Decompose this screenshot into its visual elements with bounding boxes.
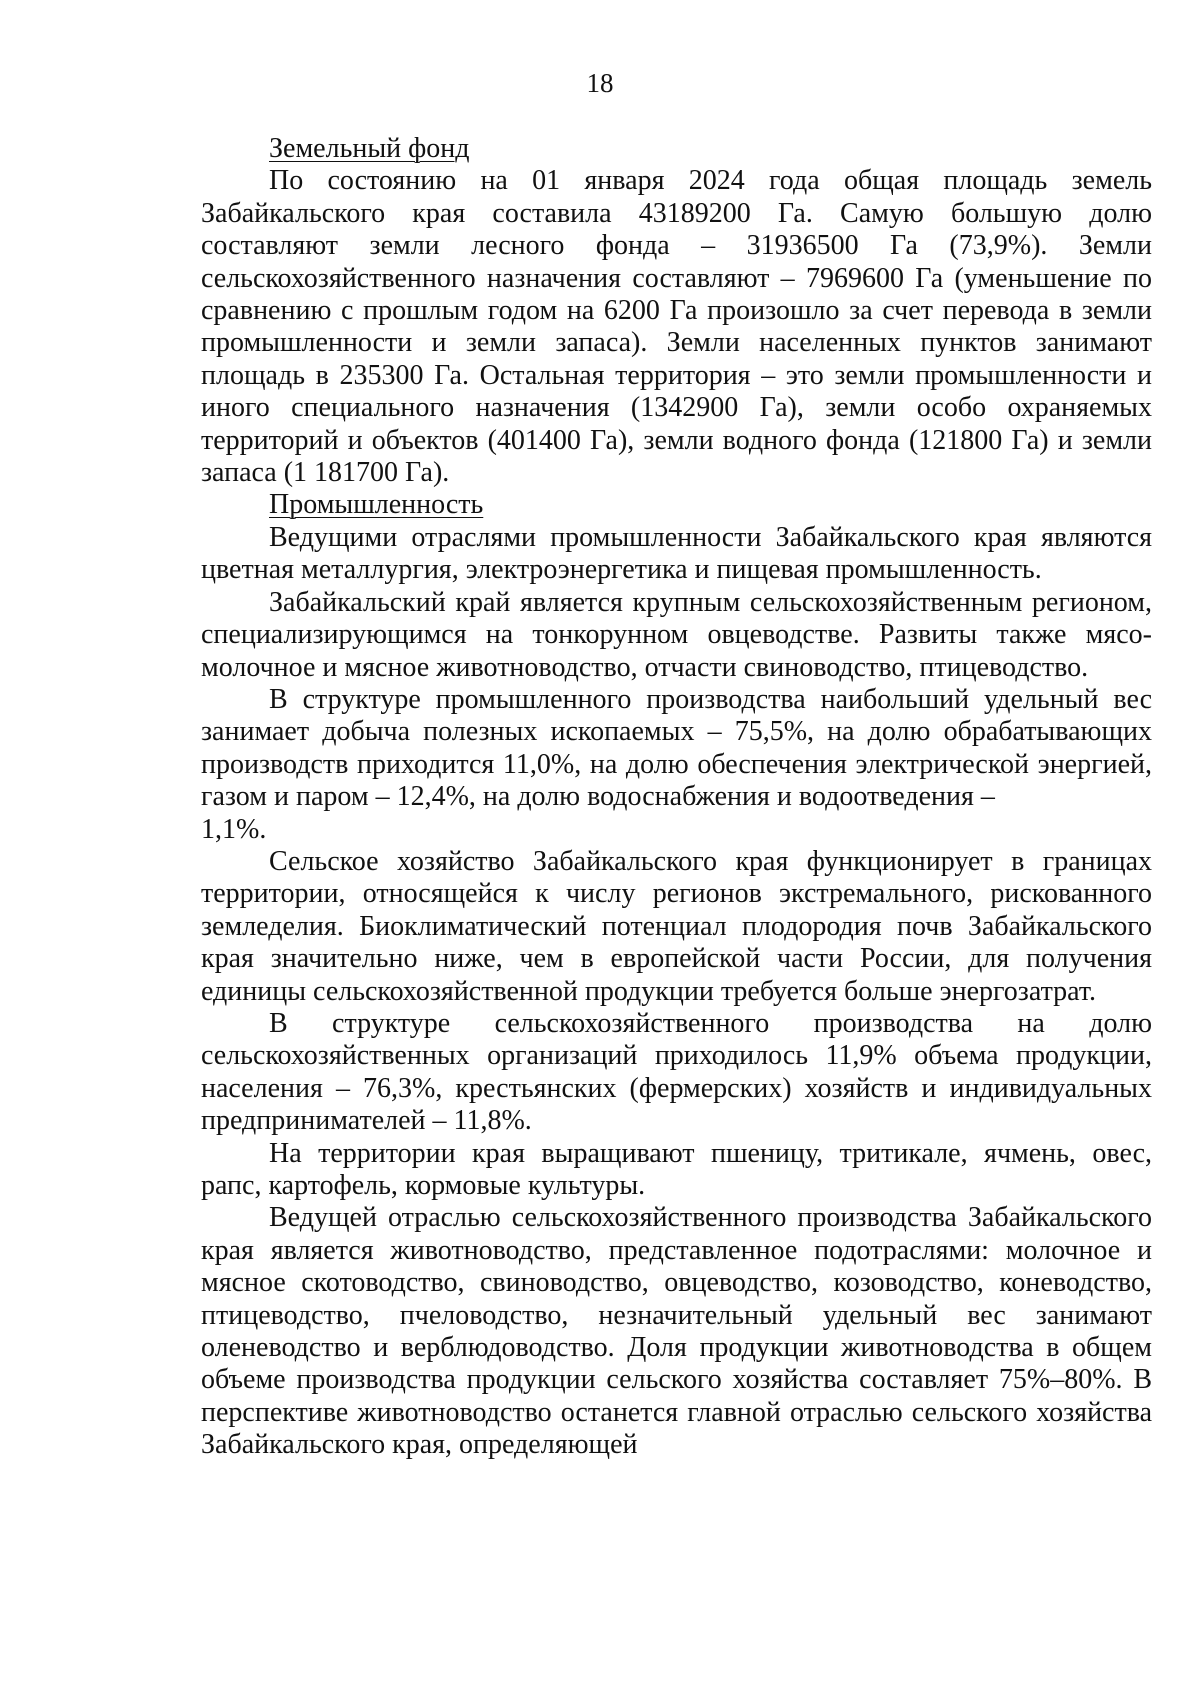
paragraph: Ведущей отраслью сельскохозяйственного производства Забайкальского края является животноводство, представленное подотраслями: молочное и мясное скотоводство, свиноводство, овцеводство, козоводство, коневодство, птицеводство, пчеловодство, незначительный удельный вес занимают оленеводство и верблюдоводство. Доля продукции животноводства в общем объеме производства продукции сельского хозяйства составляет 75%–80%. В перспективе животноводство останется главной отраслью сельского хозяйства Забайкальского края, определяющей [201,1202,1152,1461]
section-land-fund [201,133,1152,489]
page-number: 18 [586,68,614,98]
paragraph: Сельское хозяйство Забайкальского края функционирует в границах территории, относящейся к числу регионов экстремального, рискованного земледелия. Биоклиматический потенциал плодородия почв Забайкальского края значительно ниже, чем в европейской части России, для получения единицы сельскохозяйственной продукции требуется больше энергозатрат. [201,845,1152,1007]
paragraph: По состоянию на 01 января 2024 года общая площадь земель Забайкальского края составила 43189200 Га. Самую большую долю составляют земли лесного фонда – 31936500 Га (73,9%). Земли сельскохозяйственного назначения составляют – 7969600 Га (уменьшение по сравнению с прошлым годом на 6200 Га произошло за счет перевода в земли промышленности и земли запаса). Земли населенных пунктов занимают площадь в 235300 Га. Остальная территория – это земли промышленности и иного специального назначения (1342900 Га), земли особо охраняемых территорий и объектов (401400 Га), земли водного фонда (121800 Га) и земли запаса (1 181700 Га). [201,165,1152,489]
section-heading-industry: Промышленность [269,489,484,521]
document-body [201,133,1152,1462]
section-heading-land-fund: Земельный фонд [269,133,470,164]
paragraph: На территории края выращивают пшеницу, тритикале, ячмень, овес, рапс, картофель, кормовые культуры. [201,1137,1152,1201]
paragraph: Ведущими отраслями промышленности Забайкальского края являются цветная металлургия, электроэнергетика и пищевая промышленность. [201,521,1152,586]
paragraph: Забайкальский край является крупным сельскохозяйственным регионом, специализирующимся на тонкорунном овцеводстве. Развиты также мясо-молочное и мясное животноводство, отчасти свиноводство, птицеводство. [201,586,1152,683]
section-industry [201,489,1152,1461]
paragraph: В структуре промышленного производства наибольший удельный вес занимает добыча полезных ископаемых – 75,5%, на долю обрабатывающих производств приходится 11,0%, на долю обеспечения электрической энергией, газом и паром – 12,4%, на долю водоснабжения и водоотведения – 1,1%. [201,683,1152,845]
paragraph: В структуре сельскохозяйственного производства на долю сельскохозяйственных организаций приходилось 11,9% объема продукции, населения – 76,3%, крестьянских (фермерских) хозяйств и индивидуальных предпринимателей – 11,8%. [201,1007,1152,1137]
